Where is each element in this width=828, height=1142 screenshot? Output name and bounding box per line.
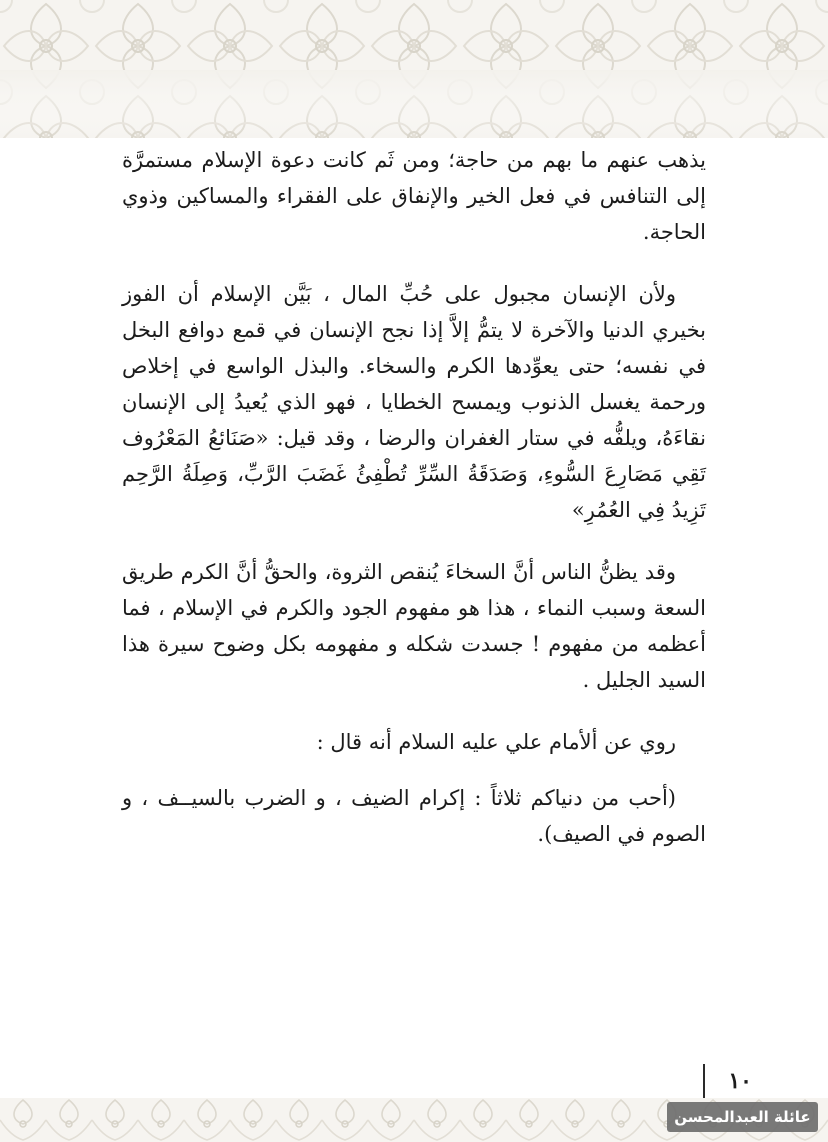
page-number-divider [703,1064,705,1098]
paragraph-1: يذهب عنهم ما بهم من حاجة؛ ومن ثَم كانت دعوة الإسلام مستمرَّة إلى التنافس في فعل الخير والإنفاق على الفقراء والمساكين وذوي الحاجة. [122,148,706,244]
page-number: ١٠ [728,1068,752,1094]
top-ornament-band [0,0,828,138]
page-body [122,142,706,878]
paragraph-2: ولأن الإنسان مجبول على حُبِّ المال ، بَيَّن الإسلام أن الفوز بخيري الدنيا والآخرة لا يتمُّ إلاَّ إذا نجح الإنسان في قمع دوافع البخل في نفسه؛ حتى يعوِّدها الكرم والسخاء. والبذل الواسع في إخلاص ورحمة يغسل الذنوب ويمسح الخطايا ، فهو الذي يُعيدُ إلى الإنسان نقاءَهُ، ويلفُّه في ستار الغفران والرضا ، وقد قيل: «صَنَائعُ المَعْرُوف تَقِي مَصَارِعَ السُّوءِ، وَصَدَقَةُ السِّرِّ تُطْفِئُ غَضَبَ الرَّبِّ، وَصِلَةُ الرَّحِم تَزِيدُ فِي العُمُرِ» [122,282,706,522]
arabesque-pattern-icon [0,0,828,138]
watermark-label: عائلة العبدالمحسن [667,1102,818,1132]
paragraph-5-quote: (أحب من دنياكم ثلاثاً : إكرام الضيف ، و الضرب بالسيــف ، و الصوم في الصيف). [122,786,706,846]
paragraph-3: وقد يظنُّ الناس أنَّ السخاءَ يُنقص الثروة، والحقُّ أنَّ الكرم طريق السعة وسبب النماء ، هذا هو مفهوم الجود والكرم في الإسلام ، فما أعظمه من مفهوم ! جسدت شكله و مفهومه بكل وضوح سيرة هذا السيد الجليل . [122,560,706,692]
paragraph-4: روي عن ألأمام علي عليه السلام أنه قال : [316,730,676,754]
